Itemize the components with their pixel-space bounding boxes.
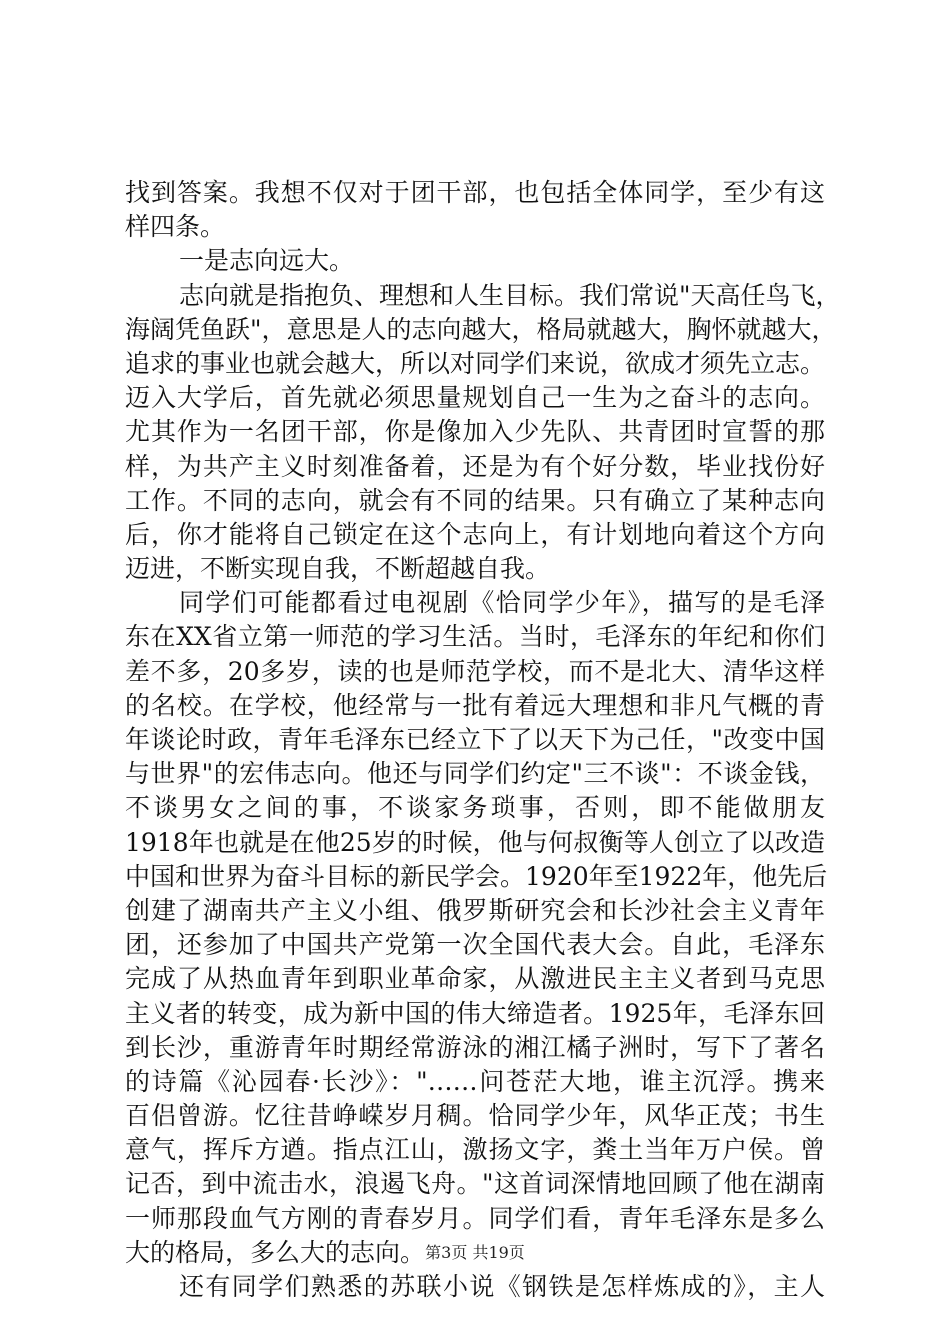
- text-line: 样四条。: [125, 212, 226, 242]
- text-line: 迈入大学后，首先就必须思量规划自己一生为之奋斗的志向。: [125, 383, 825, 413]
- page-footer: 第3页 共19页: [425, 1243, 525, 1262]
- text-line: 主义者的转变，成为新中国的伟大缔造者。1925年，毛泽东回: [125, 998, 825, 1028]
- text-line: 与世界"的宏伟志向。他还与同学们约定"三不谈"：不谈金钱，: [125, 759, 825, 789]
- text-line: 迈进，不断实现自我，不断超越自我。: [125, 554, 551, 584]
- text-line: 中国和世界为奋斗目标的新民学会。1920年至1922年，他先后: [125, 861, 828, 891]
- text-line: 找到答案。我想不仅对于团干部，也包括全体同学，至少有这: [125, 178, 825, 207]
- text-line: 后，你才能将自己锁定在这个志向上，有计划地向着这个方向: [125, 519, 825, 549]
- text-line: 还有同学们熟悉的苏联小说《钢铁是怎样炼成的》，主人: [179, 1272, 825, 1301]
- text-line: 意气，挥斥方遒。指点江山，激扬文字，粪土当年万户侯。曾: [125, 1135, 825, 1165]
- text-line: 东在XX省立第一师范的学习生活。当时，毛泽东的年纪和你们: [125, 622, 825, 652]
- text-line: 百侣曾游。忆往昔峥嵘岁月稠。恰同学少年，风华正茂；书生: [125, 1101, 825, 1131]
- text-line: 追求的事业也就会越大，所以对同学们来说，欲成才须先立志。: [125, 348, 826, 378]
- text-line: 差不多，20多岁，读的也是师范学校，而不是北大、清华这样: [125, 656, 825, 686]
- text-line: 工作。不同的志向，就会有不同的结果。只有确立了某种志向: [125, 485, 825, 515]
- text-line: 完成了从热血青年到职业革命家，从激进民主主义者到马克思: [125, 964, 825, 994]
- text-line: 一是志向远大。: [179, 246, 355, 276]
- body-text: [125, 176, 841, 1304]
- text-line: 1918年也就是在他25岁的时候，他与何叔衡等人创立了以改造: [125, 827, 825, 857]
- text-line: 志向就是指抱负、理想和人生目标。我们常说"天高任鸟飞，: [179, 280, 841, 310]
- text-line: 同学们可能都看过电视剧《恰同学少年》，描写的是毛泽: [179, 588, 825, 618]
- text-line: 记否，到中流击水，浪遏飞舟。"这首词深情地回顾了他在湖南: [125, 1169, 825, 1199]
- text-line: 大的格局，多么大的志向。: [125, 1237, 426, 1267]
- text-line: 不谈男女之间的事，不谈家务琐事，否则，即不能做朋友: [125, 793, 825, 823]
- text-line: 海阔凭鱼跃"，意思是人的志向越大，格局就越大，胸怀就越大，: [125, 314, 837, 344]
- text-line: 团，还参加了中国共产党第一次全国代表大会。自此，毛泽东: [125, 930, 825, 960]
- text-line: 尤其作为一名团干部，你是像加入少先队、共青团时宣誓的那: [125, 417, 825, 447]
- text-line: 创建了湖南共产主义小组、俄罗斯研究会和长沙社会主义青年: [125, 895, 825, 925]
- text-line: 样，为共产主义时刻准备着，还是为有个好分数，毕业找份好: [125, 451, 825, 481]
- text-line: 的诗篇《沁园春·长沙》："……问苍茫大地，谁主沉浮。携来: [125, 1066, 825, 1096]
- text-line: 到长沙，重游青年时期经常游泳的湘江橘子洲时，写下了著名: [125, 1032, 825, 1062]
- text-line: 的名校。在学校，他经常与一批有着远大理想和非凡气概的青: [125, 690, 825, 720]
- text-line: 一师那段血气方刚的青春岁月。同学们看，青年毛泽东是多么: [125, 1203, 825, 1233]
- text-line: 年谈论时政，青年毛泽东已经立下了以天下为己任，"改变中国: [125, 725, 825, 754]
